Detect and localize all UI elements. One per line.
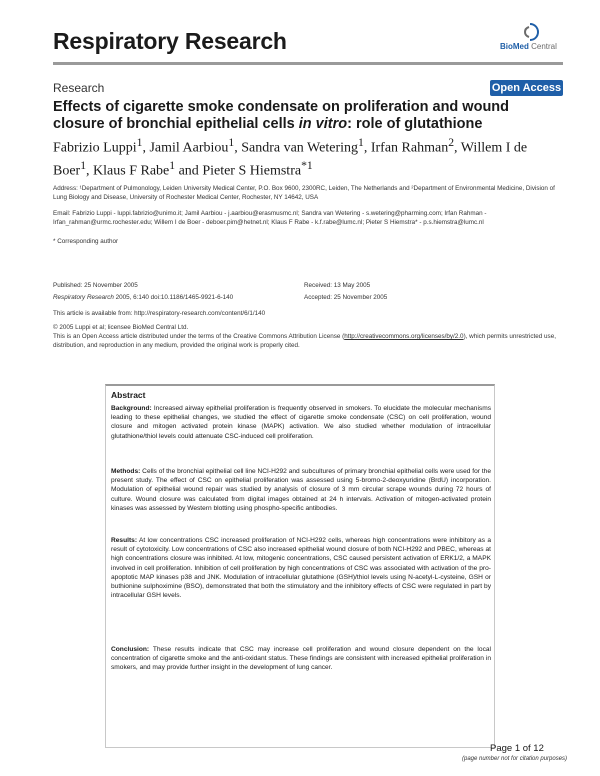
article-title [53,99,563,133]
publication-info [53,282,293,307]
methods-text: Cells of the bronchial epithelial cell line NCI-H292 and subcultures of primary bronchial epithelial cells were used for the present study. The effect of CSC on epithelial proliferation was assessed using 5-bromo-2-deoxyuridine (BrdU) incorporation. Modulation of epithelial wound repair was studied by analysis of closure of 3 mm circular scrape wounds during 72 hours of culture. Wound closure was calculated from digital images obtained at 24 h intervals. Activation of mitogen-activated protein kinases was assessed by Western blotting using phospho-specific antibodies. [111,468,491,512]
accepted-date: Accepted: 25 November 2005 [304,294,388,302]
author-affiliation: 1 [136,136,143,149]
abstract-heading: Abstract [111,390,146,400]
biomed-central-logo [500,22,560,58]
title-part1: Effects of cigarette smoke condensate on proliferation and wound closure of bronchial epithelial cells [53,99,510,132]
abstract-conclusion [111,645,491,673]
license-text [53,333,563,351]
citation-details: 2005, 6:140 doi:10.1186/1465-9921-6-140 [113,294,234,302]
review-dates [304,282,504,307]
journal-title: Respiratory Research [53,28,287,54]
license-link[interactable]: http://creativecommons.org/licenses/by/2.0 [344,333,464,340]
background-text: Increased airway epithelial proliferation is frequently observed in smokers. To elucidate the molecular mechanisms leading to these epithelial changes, we studied the effect of cigarette smoke condensate (CSC) on cell proliferation, wound closure and mitogen activated protein kinase (MAPK) activation. We also studied whether modulation of intracellular glutathione/thiol levels could attenuate CSC-induced cell proliferation. [111,405,491,440]
article-url[interactable]: This article is available from: http://respiratory-research.com/content/6/1/140 [53,310,266,317]
author: Sandra van Wetering [241,140,359,156]
author-affiliation: 1 [228,136,235,149]
copyright: © 2005 Luppi et al; licensee BioMed Central Ltd. [53,324,189,331]
results-text: At low concentrations CSC increased proliferation of NCI-H292 cells, whereas high concentrations were inhibitory as a result of cytotoxicity. Low concentrations of CSC also increased epithelial wound closure of both NCI-H292 and PBEC, whereas at high concentrations closure was inhibited. At low, mitogenic concentrations, CSC caused persistent activation of ERK1/2, a MAPK involved in cell proliferation. Inhibition of cell proliferation by high concentrations of CSC was associated with activation of the pro-apoptotic MAP kinases p38 and JNK. Modulation of intracellular glutathione (GSH)/thiol levels using N-acetyl-L-cysteine, GSH or buthionine sulphoximine (BSO), demonstrated that both the stimulatory and the inhibitory effects of CSC were regulated in part by intracellular GSH levels. [111,537,491,600]
methods-label: Methods: [111,468,141,475]
received-date: Received: 13 May 2005 [304,282,371,289]
results-label: Results: [111,537,138,544]
open-access-badge: Open Access [491,82,562,94]
author-affiliation: 1 [80,159,87,173]
abstract-methods [111,467,491,513]
biomed-logo-icon [520,22,540,42]
author: Fabrizio Luppi [53,140,137,156]
conclusion-label: Conclusion: [111,646,150,653]
author-emails: Email: Fabrizio Luppi - luppi.fabrizio@unimo.it; Jamil Aarbiou - j.aarbiou@erasmusmc.nl; Sandra van Wetering - s.wetering@pharming.com; Irfan Rahman - Irfan_rahman@urmc.rochester.edu; Willem I de Boer - deboer.pim@hetnet.nl; Klaus F Rabe - k.f.rabe@lumc.nl; Pieter S Hiemstra* - p.s.hiemstra@lumc.nl [53,210,487,226]
author: Klaus F Rabe [93,163,170,179]
author-affiliation: 2 [448,136,455,149]
author-address: Address: ¹Department of Pulmonology, Leiden University Medical Center, P.O. Box 9600, 2300RC, Leiden, The Netherlands and ²Department of Environmental Medicine, Division of Lung Biology and Disease, University of Rochester Medical Center, Rochester, NY 14642, USA [53,185,555,201]
author-affiliation: 1 [358,136,364,149]
logo-central: Central [528,42,557,51]
author-affiliation: *1 [301,159,313,173]
background-label: Background: [111,405,152,412]
corresponding-note: * Corresponding author [53,238,119,245]
license-post: ), which permits unrestricted use, distribution, and reproduction in any medium, provided the original work is properly cited. [53,333,556,349]
page-note: (page number not for citation purposes) [462,756,568,762]
author: Irfan Rahman [370,140,449,156]
author: Jamil Aarbiou [149,140,229,156]
abstract-results [111,536,491,600]
author: Willem I de Boer [53,140,528,179]
license-pre: This is an Open Access article distributed under the terms of the Creative Commons Attribution License ( [53,333,345,340]
page-number: Page 1 of 12 [490,743,544,754]
author: Pieter S Hiemstra [202,163,302,179]
author-affiliation: 1 [169,159,176,173]
citation [53,294,293,303]
logo-wordmark [500,42,562,51]
title-italic: in vitro [298,116,348,132]
title-part2: : role of glutathione [347,116,483,132]
abstract-background [111,404,491,441]
section-label: Research [53,81,105,95]
citation-journal: Respiratory Research [53,294,114,302]
logo-biomed: BioMed [500,42,529,51]
author-and: and [178,163,199,179]
author-list: Fabrizio Luppi$^1$, Jamil Aarbiou$^1$, Sandra van Wetering$^1$, Irfan Rahman$^2$, Willem I de Boer$^1$, Klaus F Rabe$^1$ and Pieter S Hiemstra$^{*1}$ [53,136,528,179]
published-date: Published: 25 November 2005 [53,282,138,289]
conclusion-text: These results indicate that CSC may increase cell proliferation and wound closure dependent on the local concentration of cigarette smoke and the anti-oxidant status. These findings are consistent with increased epithelial proliferation in smokers, and may provide further insight in the development of lung cancer. [111,646,491,672]
header-rule [53,62,563,65]
